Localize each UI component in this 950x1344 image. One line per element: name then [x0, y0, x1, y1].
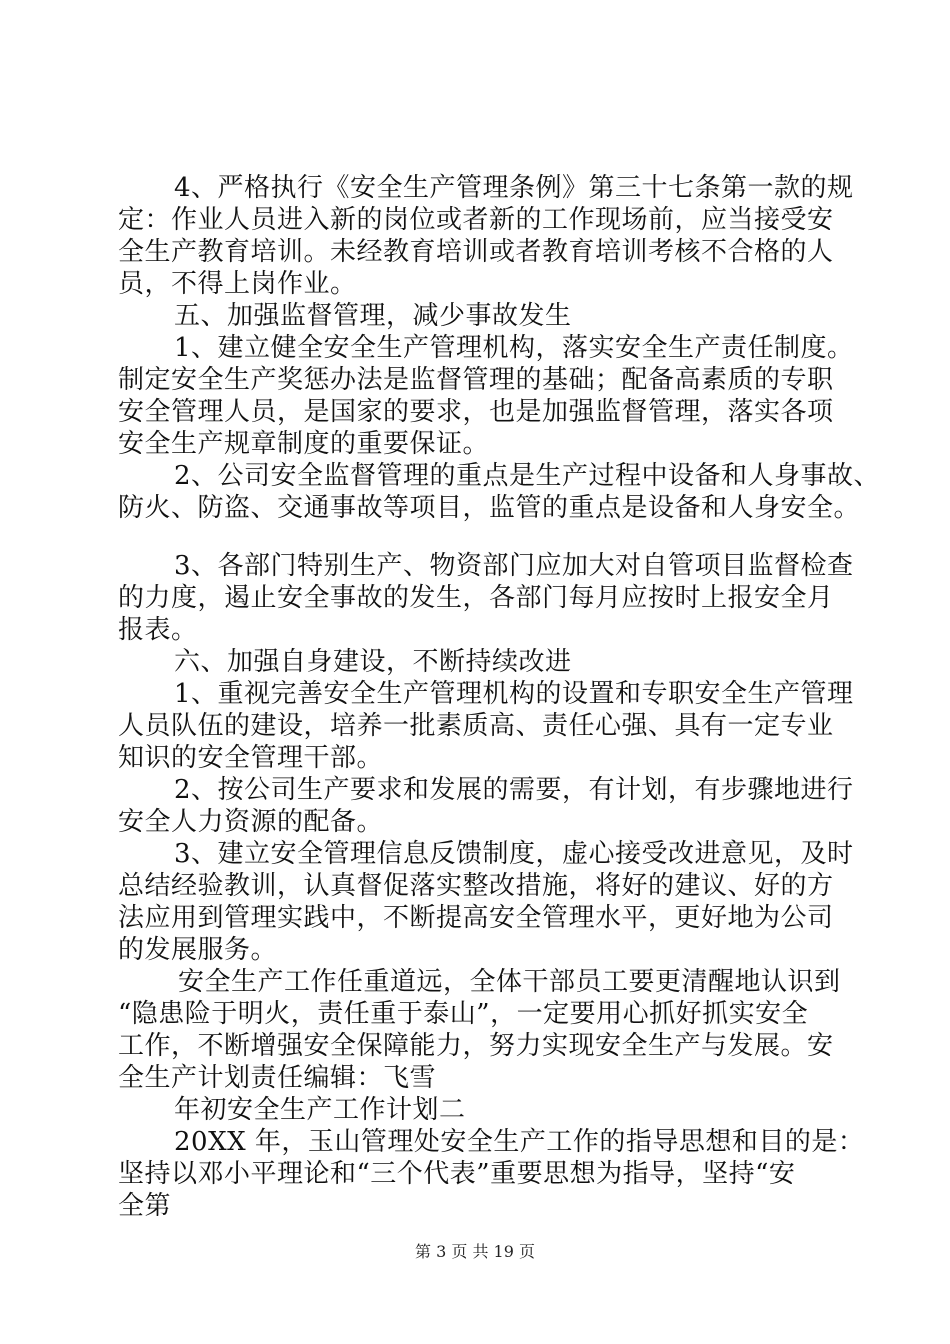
paragraph-line: 全生产计划责任编辑：飞雪 — [118, 1063, 437, 1093]
paragraph-line: 定：作业人员进入新的岗位或者新的工作现场前，应当接受安 — [118, 205, 834, 235]
paragraph-line: 2、按公司生产要求和发展的需要，有计划，有步骤地进行 — [174, 775, 854, 805]
paragraph-line: 法应用到管理实践中，不断提高安全管理水平，更好地为公司 — [118, 903, 834, 933]
paragraph-line: 2、公司安全监督管理的重点是生产过程中设备和人身事故、 — [174, 461, 881, 491]
paragraph-line: 1、建立健全安全生产管理机构，落实安全生产责任制度。 — [174, 333, 854, 363]
paragraph-line: 20XX 年，玉山管理处安全生产工作的指导思想和目的是： — [174, 1127, 865, 1157]
paragraph-line: 的发展服务。 — [118, 935, 278, 965]
paragraph-line: 知识的安全管理干部。 — [118, 743, 384, 773]
paragraph-line: “隐患险于明火，责任重于泰山”，一定要用心抓好抓实安全 — [118, 999, 809, 1029]
section-heading: 五、加强监督管理，减少事故发生 — [174, 301, 572, 331]
paragraph-line: 安全生产工作任重道远，全体干部员工要更清醒地认识到 — [178, 967, 841, 997]
paragraph-line: 防火、防盗、交通事故等项目，监管的重点是设备和人身安全。 — [118, 493, 861, 523]
paragraph-line: 工作，不断增强安全保障能力，努力实现安全生产与发展。安 — [118, 1031, 834, 1061]
paragraph-line: 报表。 — [118, 615, 198, 645]
document-body — [118, 172, 881, 1222]
paragraph-line: 安全管理人员，是国家的要求，也是加强监督管理，落实各项 — [118, 397, 834, 427]
section-heading: 六、加强自身建设，不断持续改进 — [174, 647, 572, 677]
paragraph-line: 安全生产规章制度的重要保证。 — [118, 429, 490, 459]
paragraph-line: 的力度，遏止安全事故的发生，各部门每月应按时上报安全月 — [118, 583, 834, 613]
paragraph-line: 坚持以邓小平理论和“三个代表”重要思想为指导，坚持“安 — [118, 1159, 796, 1189]
paragraph-line: 4、严格执行《安全生产管理条例》第三十七条第一款的规 — [174, 173, 854, 203]
paragraph-line: 3、各部门特别生产、物资部门应加大对自管项目监督检查 — [174, 551, 854, 581]
paragraph-line: 人员队伍的建设，培养一批素质高、责任心强、具有一定专业 — [118, 711, 834, 741]
section-heading: 年初安全生产工作计划二 — [174, 1095, 466, 1125]
paragraph-line: 员，不得上岗作业。 — [118, 269, 357, 299]
paragraph-line: 1、重视完善安全生产管理机构的设置和专职安全生产管理 — [174, 679, 854, 709]
paragraph-line: 制定安全生产奖惩办法是监督管理的基础；配备高素质的专职 — [118, 365, 834, 395]
paragraph-line: 安全人力资源的配备。 — [118, 807, 384, 837]
paragraph-gap — [118, 524, 836, 550]
paragraph-line: 全第 — [118, 1191, 172, 1221]
page-footer — [0, 1242, 950, 1262]
paragraph-line: 3、建立安全管理信息反馈制度，虚心接受改进意见，及时 — [174, 839, 854, 869]
page-number-label: 第 3 页 共 19 页 — [415, 1242, 535, 1261]
paragraph-line: 总结经验教训，认真督促落实整改措施，将好的建议、好的方 — [118, 871, 834, 901]
paragraph-line: 全生产教育培训。未经教育培训或者教育培训考核不合格的人 — [118, 237, 834, 267]
